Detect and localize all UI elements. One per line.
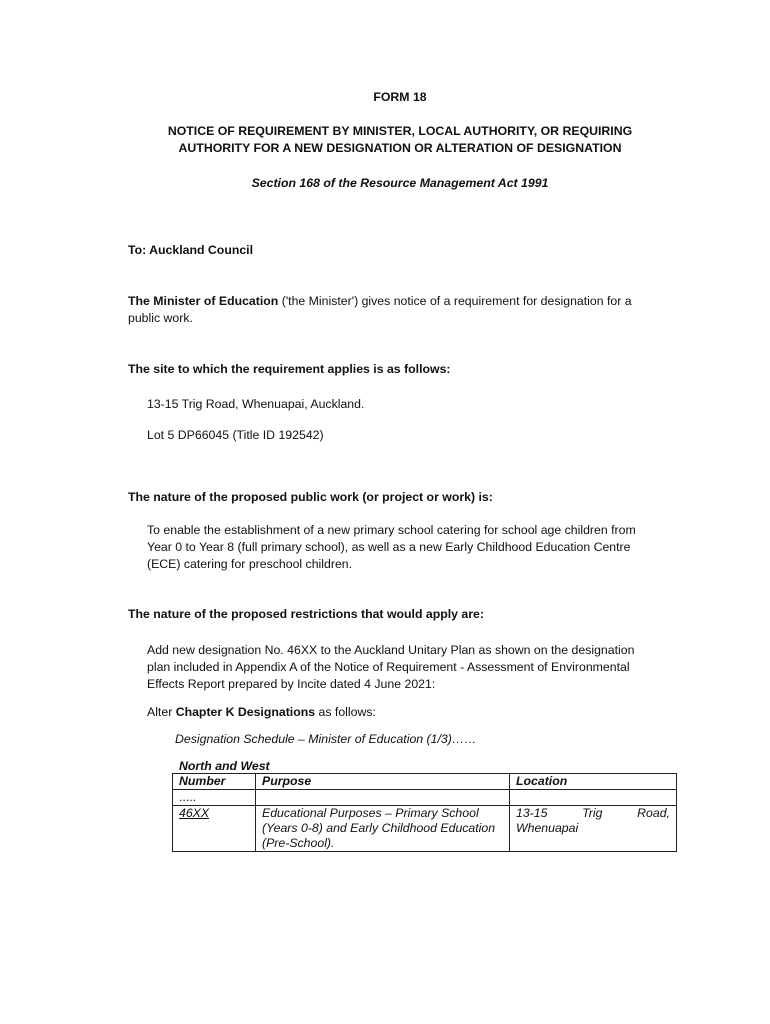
- minister-line-1: [128, 293, 670, 310]
- form-title: FORM 18: [373, 90, 427, 104]
- header-purpose: Purpose: [256, 774, 510, 790]
- ellipsis-cell: .....: [173, 790, 256, 806]
- location-word: Road,: [637, 806, 670, 820]
- notice-title-line-2: AUTHORITY FOR A NEW DESIGNATION OR ALTERATION OF DESIGNATION: [178, 141, 622, 155]
- purpose-text: Educational Purposes – Primary School: [262, 806, 479, 820]
- table-row: [173, 806, 677, 852]
- restrictions-paragraph: [147, 642, 672, 693]
- designation-number-text: 46XX: [179, 806, 210, 820]
- nature-work-line: (ECE) catering for preschool children.: [147, 557, 353, 571]
- nature-work-line: Year 0 to Year 8 (full primary school), as well as a new Early Childhood Education Centre: [147, 540, 631, 554]
- empty-cell: [510, 790, 677, 806]
- minister-paragraph: [128, 293, 670, 327]
- designation-purpose: [256, 806, 510, 852]
- empty-cell: [256, 790, 510, 806]
- designation-number: [173, 806, 256, 852]
- minister-name: The Minister of Education: [128, 294, 279, 308]
- table-header-row: [173, 774, 677, 790]
- location-line-1: [516, 806, 670, 821]
- minister-line-2: public work.: [128, 311, 193, 325]
- header-location: Location: [510, 774, 677, 790]
- notice-title-line-1: NOTICE OF REQUIREMENT BY MINISTER, LOCAL AUTHORITY, OR REQUIRING: [167, 124, 633, 138]
- minister-text: ('the Minister') gives notice of a requirement for designation for a: [278, 294, 632, 308]
- table-row: [173, 790, 677, 806]
- alter-suffix: as follows:: [315, 705, 376, 719]
- schedule-region: North and West: [179, 759, 270, 773]
- schedule-title: Designation Schedule – Minister of Education (1/3)……: [175, 732, 477, 746]
- addressee: To: Auckland Council: [128, 243, 254, 257]
- nature-work-paragraph: [147, 522, 672, 573]
- site-heading: The site to which the requirement applies is as follows:: [128, 362, 451, 376]
- site-lot: Lot 5 DP66045 (Title ID 192542): [147, 428, 324, 442]
- site-address: 13-15 Trig Road, Whenuapai, Auckland.: [147, 397, 365, 411]
- location-word: Trig: [582, 806, 603, 820]
- restrictions-line: plan included in Appendix A of the Notice of Requirement - Assessment of Environmental: [147, 660, 630, 674]
- location-word: 13-15: [516, 806, 548, 820]
- purpose-line: (Years 0-8) and Early Childhood Education: [262, 821, 496, 835]
- header-number: Number: [173, 774, 256, 790]
- restrictions-line: Effects Report prepared by Incite dated 4 June 2021:: [147, 677, 436, 691]
- purpose-line: [262, 806, 503, 821]
- nature-work-line: To enable the establishment of a new primary school catering for school age children from: [147, 523, 636, 537]
- alter-chapter-line: [147, 705, 376, 719]
- restrictions-heading: The nature of the proposed restrictions that would apply are:: [128, 607, 484, 621]
- section-reference: Section 168 of the Resource Management Act 1991: [251, 176, 549, 190]
- nature-work-heading: The nature of the proposed public work (or project or work) is:: [128, 490, 493, 504]
- designation-schedule-table: [172, 773, 677, 852]
- alter-prefix: Alter: [147, 705, 176, 719]
- alter-chapter: Chapter K Designations: [175, 705, 316, 719]
- purpose-line: (Pre-School).: [262, 836, 335, 850]
- location-line-2: Whenuapai: [516, 821, 579, 835]
- restrictions-line: Add new designation No. 46XX to the Auckland Unitary Plan as shown on the designation: [147, 643, 635, 657]
- designation-location: [510, 806, 677, 852]
